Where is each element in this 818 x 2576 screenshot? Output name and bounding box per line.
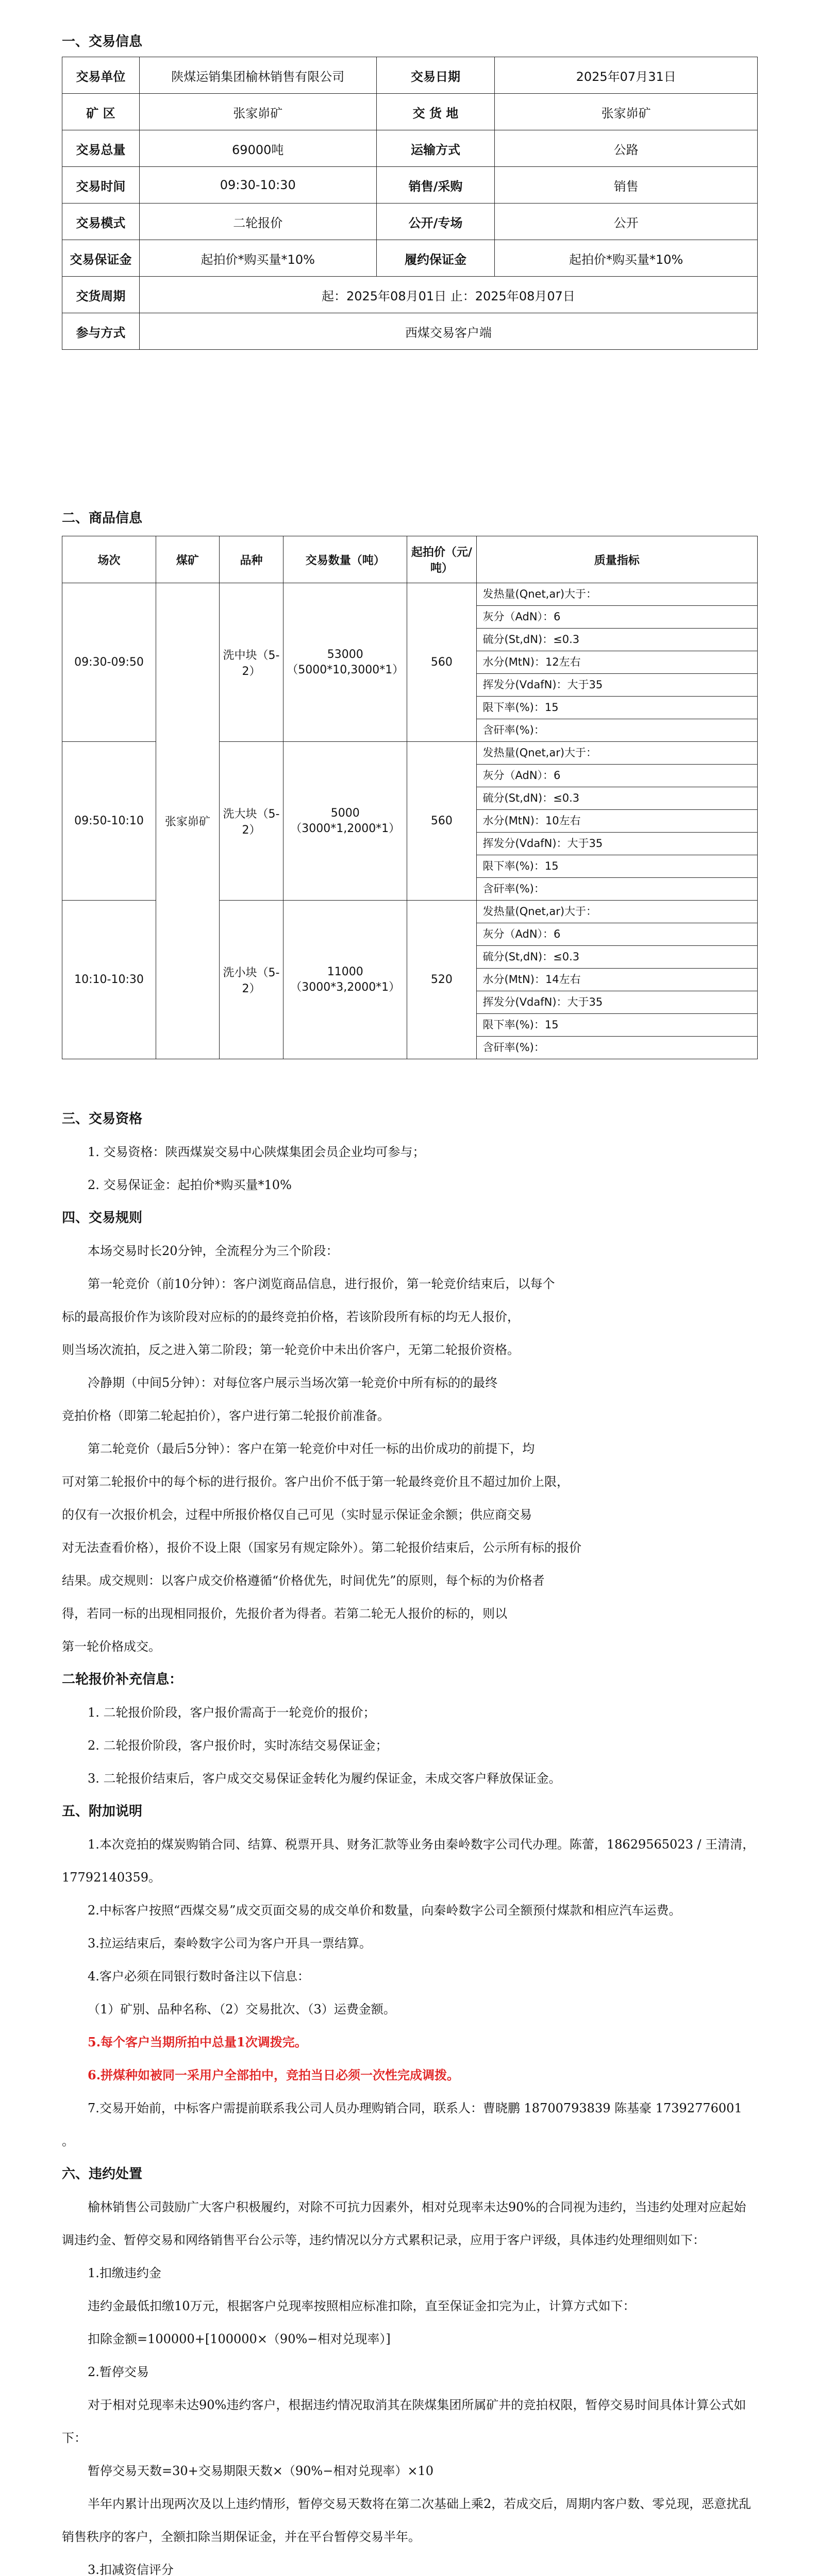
price-cell: 520: [407, 901, 476, 1059]
paragraph: 第一轮价格成交。: [62, 1639, 161, 1654]
label-cell: 公开/专场: [376, 204, 495, 240]
label-cell: 交易保证金: [62, 240, 140, 277]
paragraph: 第一轮竞价（前10分钟）：客户浏览商品信息，进行报价，第一轮竞价结束后，以每个: [88, 1277, 555, 1291]
value-cell: 陕煤运销集团榆林销售有限公司: [139, 57, 376, 94]
quality-line: 硫分(St,dN)：≤0.3: [477, 787, 758, 810]
paragraph: 本场交易时长20分钟，全流程分为三个阶段：: [88, 1244, 339, 1258]
quality-cell: [476, 742, 758, 901]
paragraph: 2. 二轮报价阶段，客户报价时，实时冻结交易保证金；: [88, 1738, 388, 1753]
value-cell: 起拍价*购买量*10%: [495, 240, 758, 277]
paragraph: 3. 二轮报价结束后，客户成交交易保证金转化为履约保证金，未成交客户释放保证金。: [88, 1771, 561, 1786]
paragraph: 得，若同一标的出现相同报价，先报价者为得者。若第二轮无人报价的标的，则以: [62, 1606, 507, 1621]
paragraph: 1.扣缴违约金: [88, 2266, 161, 2280]
qty-cell: 5000（3000*1,2000*1）: [283, 742, 407, 901]
table-row: [62, 130, 758, 167]
session-cell: 09:30-09:50: [62, 583, 156, 742]
paragraph: 结果。成交规则：以客户成交价格遵循“价格优先，时间优先”的原则，每个标的为价格者: [62, 1573, 545, 1588]
table-row: [62, 240, 758, 277]
table-row: [62, 583, 758, 742]
paragraph: 标的最高报价作为该阶段对应标的的最终竞拍价格，若该阶段所有标的均无人报价，: [62, 1310, 520, 1324]
label-cell: 运输方式: [376, 130, 495, 167]
paragraph: 2.中标客户按照“西煤交易”成交页面交易的成交单价和数量，向秦岭数字公司全额预付煤款和相应汽车运费。: [88, 1903, 681, 1918]
section-default-title: 六、违约处置: [62, 2166, 143, 2182]
quality-line: 灰分（AdN）：6: [477, 765, 758, 787]
quality-line: 硫分(St,dN)：≤0.3: [477, 946, 758, 969]
scope-label: 参与方式: [62, 313, 140, 350]
paragraph: 2.暂停交易: [88, 2365, 149, 2379]
label-cell: 交易单位: [62, 57, 140, 94]
label-cell: 交易时间: [62, 167, 140, 204]
paragraph: 违约金最低扣缴10万元，根据客户兑现率按照相应标准扣除，直至保证金扣完为止，计算方式如下：: [88, 2299, 636, 2313]
mine-cell: 张家峁矿: [156, 583, 219, 1059]
paragraph: 3.拉运结束后，秦岭数字公司为客户开具一票结算。: [88, 1936, 372, 1951]
value-cell: 张家峁矿: [139, 94, 376, 130]
value-cell: 公路: [495, 130, 758, 167]
label-cell: 矿 区: [62, 94, 140, 130]
quality-line: 含矸率(%)：: [482, 724, 545, 736]
paragraph: 冷静期（中间5分钟）：对每位客户展示当场次第一轮竞价中所有标的的最终: [88, 1376, 498, 1390]
price-cell: 560: [407, 742, 476, 901]
quality-line: 限下率(%)：15: [477, 855, 758, 878]
table-header-row: [62, 536, 758, 583]
highlight-paragraph: 5.每个客户当期所拍中总量1次调拨完。: [88, 2035, 307, 2049]
quality-line: 发热量(Qnet,ar)大于：: [477, 901, 758, 923]
variety-cell: 洗大块（5-2）: [219, 742, 283, 901]
quality-line: 含矸率(%)：: [482, 1041, 545, 1054]
quality-line: 水分(MtN)：10左右: [477, 810, 758, 833]
quality-line: 硫分(St,dN)：≤0.3: [477, 629, 758, 651]
header-cell: 品种: [219, 536, 283, 583]
period-label: 交货周期: [62, 277, 140, 313]
quality-line: 含矸率(%)：: [482, 883, 545, 895]
paragraph: 2. 交易保证金：起拍价*购买量*10%: [88, 1178, 292, 1192]
value-cell: 二轮报价: [139, 204, 376, 240]
paragraph: 1. 二轮报价阶段，客户报价需高于一轮竞价的报价；: [88, 1705, 376, 1720]
label-cell: 履约保证金: [376, 240, 495, 277]
price-cell: 560: [407, 583, 476, 742]
paragraph: 4.客户必须在同银行数时备注以下信息：: [88, 1969, 310, 1984]
table-row: [62, 57, 758, 94]
session-cell: 10:10-10:30: [62, 901, 156, 1059]
label-cell: 交易模式: [62, 204, 140, 240]
quality-line: 限下率(%)：15: [477, 1014, 758, 1037]
section-additional-title: 五、附加说明: [62, 1804, 143, 1819]
value-cell: 09:30-10:30: [139, 167, 376, 204]
label-cell: 交 货 地: [376, 94, 495, 130]
paragraph: 7.交易开始前，中标客户需提前联系我公司人员办理购销合同，联系人：曹晓鹏 18700793839 陈基豪 17392776001 。: [62, 2101, 742, 2148]
quality-line: 发热量(Qnet,ar)大于：: [477, 742, 758, 765]
label-cell: 交易总量: [62, 130, 140, 167]
goods-info-table: [62, 536, 758, 1059]
paragraph: 1. 交易资格：陕西煤炭交易中心陕煤集团会员企业均可参与；: [88, 1145, 425, 1159]
section-goods-info-title: 二、商品信息: [62, 511, 143, 526]
qty-cell: 53000（5000*10,3000*1）: [283, 583, 407, 742]
paragraph: 对无法查看价格），报价不设上限（国家另有规定除外）。第二轮报价结束后，公示所有标的报价: [62, 1540, 581, 1555]
paragraph: 竞拍价格（即第二轮起拍价），客户进行第二轮报价前准备。: [62, 1409, 390, 1423]
label-cell: 交易日期: [376, 57, 495, 94]
period-value: 起：2025年08月01日 止：2025年08月07日: [139, 277, 757, 313]
paragraph: 3.扣减资信评分: [88, 2563, 174, 2576]
paragraph: 暂停交易天数=30+交易期限天数×（90%−相对兑现率）×10: [88, 2464, 433, 2478]
section-transaction-info-title: 一、交易信息: [62, 34, 143, 49]
section-second-round-title: 二轮报价补充信息：: [62, 1672, 183, 1687]
section-rules-title: 四、交易规则: [62, 1210, 143, 1226]
quality-line: 灰分（AdN）：6: [477, 606, 758, 629]
quality-line: 限下率(%)：15: [477, 697, 758, 719]
label-cell: 销售/采购: [376, 167, 495, 204]
value-cell: 销售: [495, 167, 758, 204]
paragraph: 的仅有一次报价机会，过程中所报价格仅自己可见（实时显示保证金余额；供应商交易: [62, 1507, 532, 1522]
quality-line: 挥发分(VdafN)：大于35: [477, 991, 758, 1014]
quality-line: 挥发分(VdafN)：大于35: [477, 833, 758, 855]
document-body: [62, 1103, 758, 2576]
table-row: [62, 277, 758, 313]
header-cell: 交易数量（吨）: [283, 536, 407, 583]
paragraph: 第二轮竞价（最后5分钟）：客户在第一轮竞价中对任一标的出价成功的前提下，均: [88, 1442, 535, 1456]
section-qualification-title: 三、交易资格: [62, 1111, 143, 1127]
paragraph: 可对第二轮报价中的每个标的进行报价。客户出价不低于第一轮最终竞价且不超过加价上限，: [62, 1475, 569, 1489]
transaction-info-table: [62, 57, 758, 350]
quality-line: 灰分（AdN）：6: [477, 923, 758, 946]
table-row: [62, 167, 758, 204]
session-cell: 09:50-10:10: [62, 742, 156, 901]
paragraph: 扣除金额=100000+[100000×（90%−相对兑现率）]: [88, 2332, 391, 2346]
value-cell: 公开: [495, 204, 758, 240]
qty-cell: 11000（3000*3,2000*1）: [283, 901, 407, 1059]
header-cell: 场次: [62, 536, 156, 583]
header-cell: 质量指标: [476, 536, 758, 583]
paragraph: （1）矿别、品种名称、（2）交易批次、（3）运费金额。: [88, 2002, 396, 2016]
paragraph: 半年内累计出现两次及以上违约情形，暂停交易天数将在第二次基础上乘2，若成交后，周期内客户数、零兑现，恶意扰乱销售秩序的客户，全额扣除当期保证金，并在平台暂停交易半年。: [62, 2497, 752, 2544]
header-cell: 煤矿: [156, 536, 219, 583]
paragraph: 1.本次竞拍的煤炭购销合同、结算、税票开具、财务汇款等业务由秦岭数字公司代办理。陈蕾，18629565023 / 王清清，17792140359。: [62, 1837, 755, 1885]
paragraph: 榆林销售公司鼓励广大客户积极履约，对除不可抗力因素外，相对兑现率未达90%的合同视为违约，当违约处理对应起始调违约金、暂停交易和网络销售平台公示等，违约情况以分方式累积记录，应用于客户评级，具体违约处理细则如下：: [62, 2200, 746, 2247]
paragraph: 对于相对兑现率未达90%违约客户，根据违约情况取消其在陕煤集团所属矿井的竞拍权限，暂停交易时间具体计算公式如下：: [62, 2398, 746, 2445]
value-cell: 起拍价*购买量*10%: [139, 240, 376, 277]
quality-cell: [476, 583, 758, 742]
quality-line: 水分(MtN)：14左右: [477, 969, 758, 991]
quality-line: 发热量(Qnet,ar)大于：: [477, 583, 758, 606]
quality-line: 水分(MtN)：12左右: [477, 651, 758, 674]
quality-cell: [476, 901, 758, 1059]
quality-line: 挥发分(VdafN)：大于35: [477, 674, 758, 697]
value-cell: 张家峁矿: [495, 94, 758, 130]
paragraph: 则当场次流拍，反之进入第二阶段；第一轮竞价中未出价客户，无第二轮报价资格。: [62, 1343, 520, 1357]
value-cell: 2025年07月31日: [495, 57, 758, 94]
variety-cell: 洗中块（5-2）: [219, 583, 283, 742]
header-cell: 起拍价（元/吨）: [407, 536, 476, 583]
variety-cell: 洗小块（5-2）: [219, 901, 283, 1059]
table-row: [62, 94, 758, 130]
scope-value: 西煤交易客户端: [139, 313, 757, 350]
table-row: [62, 313, 758, 350]
value-cell: 69000吨: [139, 130, 376, 167]
table-row: [62, 204, 758, 240]
highlight-paragraph: 6.拼煤种如被同一采用户全部拍中，竞拍当日必须一次性完成调拨。: [88, 2067, 460, 2082]
